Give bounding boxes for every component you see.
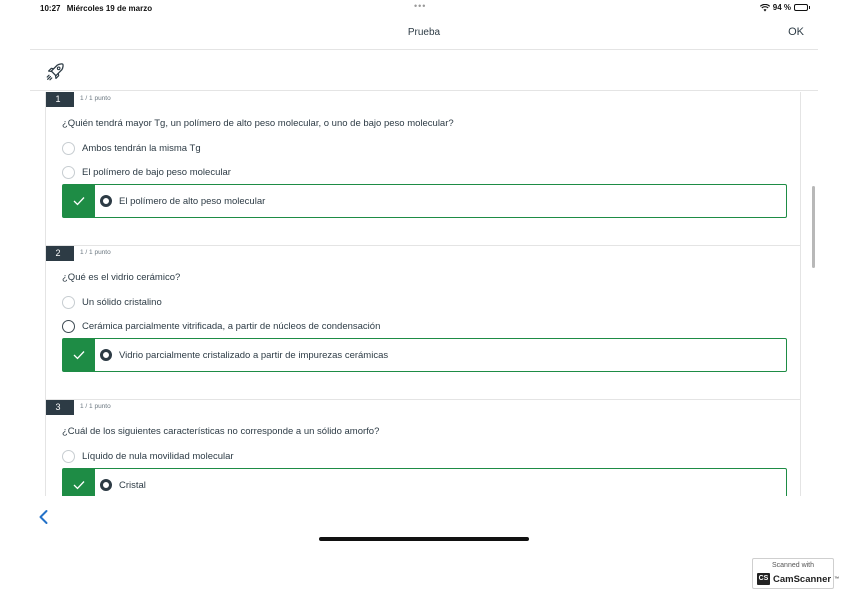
answer-option[interactable] xyxy=(62,448,234,464)
camscanner-logo-icon: CS xyxy=(757,573,770,585)
multitask-dots[interactable]: ••• xyxy=(414,1,427,11)
question-text: ¿Quién tendrá mayor Tg, un polímero de alto peso molecular, o uno de bajo peso molecular? xyxy=(62,118,454,129)
quiz-content[interactable] xyxy=(45,92,801,496)
watermark-brand xyxy=(757,573,839,585)
radio-button[interactable] xyxy=(62,296,75,309)
answer-option[interactable] xyxy=(62,294,162,310)
answer-option[interactable] xyxy=(62,318,380,334)
selected-radio[interactable] xyxy=(100,479,112,491)
status-bar xyxy=(0,0,848,18)
watermark-trademark: ™ xyxy=(834,576,840,582)
question-number: 2 xyxy=(45,246,74,261)
answer-label: Líquido de nula movilidad molecular xyxy=(82,450,234,462)
scrollbar-thumb[interactable] xyxy=(812,186,815,268)
question-text: ¿Cuál de los siguientes características no corresponde a un sólido amorfo? xyxy=(62,426,380,437)
radio-button[interactable] xyxy=(62,450,75,463)
nav-bar xyxy=(30,18,818,50)
correct-answer[interactable] xyxy=(62,184,787,218)
checkmark-icon xyxy=(63,469,95,496)
checkmark-icon xyxy=(63,339,95,371)
question-number: 3 xyxy=(45,400,74,415)
answer-option[interactable] xyxy=(62,140,201,156)
correct-answer[interactable] xyxy=(62,468,787,496)
battery-percent: 94 % xyxy=(772,3,791,12)
answer-label: Vidrio parcialmente cristalizado a partir de impurezas cerámicas xyxy=(119,349,389,361)
camscanner-watermark xyxy=(752,558,840,589)
watermark-brand-name: CamScanner xyxy=(773,573,832,585)
question-1 xyxy=(46,92,800,246)
question-points: 1 / 1 punto xyxy=(80,95,111,102)
question-points: 1 / 1 punto xyxy=(80,249,111,256)
selected-radio[interactable] xyxy=(100,195,112,207)
answer-label: Ambos tendrán la misma Tg xyxy=(82,142,201,154)
wifi-icon xyxy=(760,4,770,12)
radio-button[interactable] xyxy=(62,142,75,155)
question-2 xyxy=(46,246,800,400)
selected-radio[interactable] xyxy=(100,349,112,361)
answer-label: El polímero de bajo peso molecular xyxy=(82,166,231,178)
status-time xyxy=(40,4,152,13)
status-date: Miércoles 19 de marzo xyxy=(66,4,153,13)
question-number: 1 xyxy=(45,92,74,107)
quiz-toolbar xyxy=(30,51,818,91)
correct-answer[interactable] xyxy=(62,338,787,372)
answer-option[interactable] xyxy=(62,164,231,180)
home-indicator[interactable] xyxy=(319,537,529,541)
answer-label: Cristal xyxy=(119,479,146,491)
answer-label: Un sólido cristalino xyxy=(82,296,162,308)
battery-icon xyxy=(794,4,808,11)
watermark-caption: Scanned with xyxy=(771,562,815,569)
question-points: 1 / 1 punto xyxy=(80,403,111,410)
ok-button[interactable]: OK xyxy=(788,26,804,38)
checkmark-icon xyxy=(63,185,95,217)
back-chevron-icon[interactable] xyxy=(36,508,52,526)
answer-label: Cerámica parcialmente vitrificada, a partir de núcleos de condensación xyxy=(82,320,381,332)
question-3 xyxy=(46,400,800,496)
rocket-icon[interactable] xyxy=(44,61,66,83)
radio-button[interactable] xyxy=(62,166,75,179)
answer-label: El polímero de alto peso molecular xyxy=(119,195,266,207)
status-right xyxy=(760,3,808,12)
radio-button[interactable] xyxy=(62,320,75,333)
question-text: ¿Qué es el vidrio cerámico? xyxy=(62,272,181,283)
page-title: Prueba xyxy=(407,27,441,38)
status-time-text: 10:27 xyxy=(40,4,61,13)
